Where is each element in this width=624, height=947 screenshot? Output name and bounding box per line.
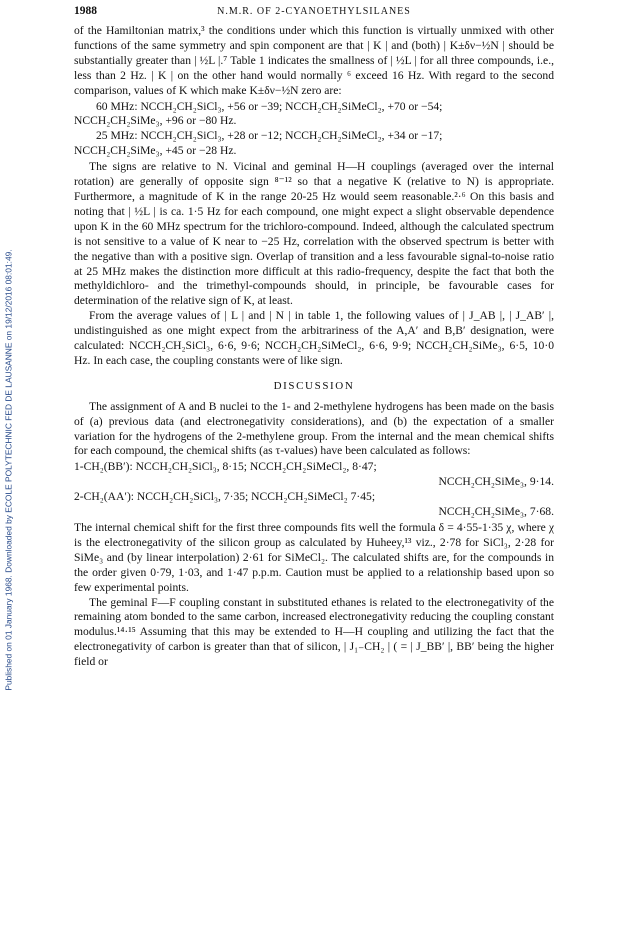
paragraph-1: of the Hamiltonian matrix,³ the conditions under which this function is virtually unmixed with other functions of the same symmetry and spin component are that | K | and (both) | K±δν−½N | should be substantially greater than | ½L |.⁷ Table 1 indicates the smallness of | ½L | for all three compounds, i.e., less than 2 Hz. | K | on the other hand would normally ⁶ exceed 16 Hz. With regard to the second comparison, values of K which make K±δν−½N zero are: [74, 24, 554, 97]
paragraph-2: The signs are relative to N. Vicinal and geminal H—H couplings (averaged over the internal rotation) are generally of opposite sign ⁸⁻¹² so that a negative K (relative to N) is appropriate. Furthermore, a magnitude of K in the range 20-25 Hz would seem reasonable.²·⁶ On this basis and noting that | ½L | is ca. 1·5 Hz for each compound, one might expect a slight observable dependence upon K in the 60 MHz spectrum for the trichloro-compound. Indeed, although the calculated spectrum is not sensitive to a value of K near to −25 Hz, correlation with the observed spectrum is better with the negative than with a positive sign. Overlap of transition and a less favourable signal-to-noise ratio at 25 MHz makes the distinction more difficult at this radio-frequency, despite the fact that both the methyldichloro- and the trimethyl-compounds should, in principle, be favourable cases for determination of the relative sign of K, at least. [74, 160, 554, 308]
values-25mhz-line-2: NCCH₂CH₂SiMe₃, +45 or −28 Hz. [74, 144, 237, 158]
page-header [74, 5, 554, 23]
values-60mhz-line-1: 60 MHz: NCCH₂CH₂SiCl₃, +56 or −39; NCCH₂CH₂SiMeCl₂, +70 or −54; [96, 99, 443, 113]
running-title: N.M.R. OF 2-CYANOETHYLSILANES [217, 6, 411, 17]
values-60mhz-line-2: NCCH₂CH₂SiMe₃, +96 or −80 Hz. [74, 114, 237, 128]
download-watermark [2, 60, 16, 880]
shift-2-ch2-line-1: 2-CH₂(AA′): NCCH₂CH₂SiCl₃, 7·35; NCCH₂CH₂SiMeCl₂ 7·45; [74, 490, 376, 504]
chemical-shifts-block [74, 460, 554, 520]
section-heading: DISCUSSION [273, 379, 355, 392]
shift-1-ch2-line-1: 1-CH₂(BB′): NCCH₂CH₂SiCl₃, 8·15; NCCH₂CH₂SiMeCl₂, 8·47; [74, 460, 377, 474]
paragraph-5: The internal chemical shift for the first three compounds fits well the formula δ = 4·55-1·35 χ, where χ is the electronegativity of the silicon group as calculated by Huheey,¹³ viz., 2·78 for SiCl₃, 2·28 for SiMe₃ and (by linear interpolation) 2·61 for SiMeCl₂. The calculated shifts are, for the compounds in the order given 0·79, 1·03, and 1·47 p.p.m. Caution must be applied to a relationship based upon so few experimental points. [74, 521, 554, 594]
page-number: 1988 [74, 5, 97, 17]
shift-1-ch2-line-2: NCCH₂CH₂SiMe₃, 9·14. [438, 475, 554, 489]
paragraph-6: The geminal F—F coupling constant in substituted ethanes is related to the electronegativity of the remaining atom bonded to the same carbon, increased electronegativity reducing the coupling constant modulus.¹⁴·¹⁵ Assuming that this may be extended to H—H coupling and utilizing the fact that the electronegativity of carbon is greater than that of silicon, | J₁₋CH₂ | ( = | J_BB′ |, BB′ being the higher field or [74, 595, 554, 669]
paragraph-3: From the average values of | L | and | N | in table 1, the following values of | J_AB |, | J_AB′ |, undistinguished as one might expect from the arbitrariness of the A,A′ and B,B′ designation, were calculated: NCCH₂CH₂SiCl₃, 6·6, 9·6; NCCH₂CH₂SiMeCl₂, 6·6, 9·9; NCCH₂CH₂SiMe₃, 6·5, 10·0 Hz. In each case, the coupling constants were of like sign. [74, 309, 554, 367]
download-watermark-text: Published on 01 January 1968. Downloaded by ECOLE POLYTECHNIC FED DE LAUSANNE on 19/12/2016 08:01:49. [4, 249, 14, 691]
shift-2-ch2-line-2: NCCH₂CH₂SiMe₃, 7·68. [438, 505, 554, 519]
values-25mhz-line-1: 25 MHz: NCCH₂CH₂SiCl₃, +28 or −12; NCCH₂CH₂SiMeCl₂, +34 or −17; [96, 129, 443, 143]
paragraph-4: The assignment of A and B nuclei to the 1- and 2-methylene hydrogens has been made on the basis of (a) previous data (and electronegativity considerations), and (b) the expectation of a smaller variation for the hydrogens of the 2-methylene group. From the internal and the mean chemical shifts for each compound, the chemical shifts (as τ-values) have been calculated as follows: [74, 399, 554, 458]
values-block [74, 100, 554, 160]
article-body [74, 24, 554, 670]
